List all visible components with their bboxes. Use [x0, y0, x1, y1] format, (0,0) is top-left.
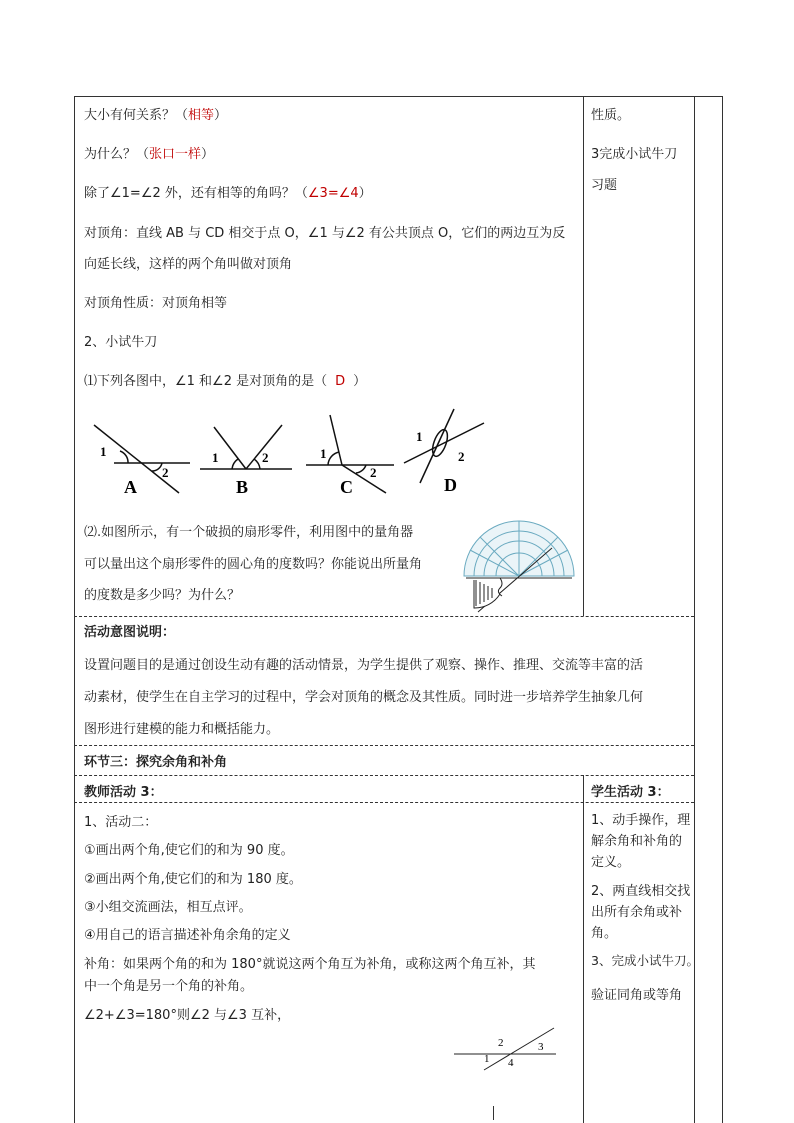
student-line-7: 3、完成小试牛刀。	[591, 953, 699, 968]
question-2-line-2: 可以量出这个扇形零件的圆心角的度数吗？你能说出所量角	[84, 557, 423, 572]
teacher-item-3: ②画出两个角,使它们的和为 180 度。	[84, 872, 302, 887]
question-why	[84, 143, 214, 162]
intent-title: 活动意图说明：	[84, 625, 176, 640]
table-mid-divider-lower	[583, 775, 584, 1123]
question-2-line-3: 的度数是多少吗？为什么？	[84, 588, 241, 603]
teacher-item-2: ①画出两个角,使它们的和为 90 度。	[84, 843, 294, 858]
fig-angle-2: 2	[498, 1037, 504, 1049]
question-size-relation	[84, 104, 227, 123]
table-outer-right	[722, 96, 723, 1123]
figure-d	[404, 409, 484, 483]
paren-close: ）	[353, 374, 367, 389]
supplement-formula: ∠2+∠3=180°则∠2 与∠3 互补，	[84, 1008, 291, 1023]
fig-d-label: D	[444, 475, 457, 495]
paren-close: ）	[214, 108, 228, 123]
figure-a	[94, 425, 190, 493]
answer-text: 相等	[188, 108, 215, 123]
paren-close: ）	[201, 147, 215, 162]
fig-c-angle2: 2	[370, 465, 377, 480]
fig-a-label: A	[124, 477, 137, 497]
fig-d-angle2: 2	[458, 449, 465, 464]
fig-c-label: C	[340, 477, 353, 497]
student-upper-line-3: 习题	[591, 178, 618, 193]
row-divider-intent	[74, 616, 694, 617]
property-line: 对顶角性质：对顶角相等	[84, 296, 228, 311]
fig-b-label: B	[236, 477, 249, 497]
question-text: 为什么？（	[84, 147, 150, 162]
practice-title: 2、小试牛刀	[84, 335, 158, 350]
table-top-border	[74, 96, 722, 97]
question-1	[84, 370, 366, 389]
supplement-def-line-1: 补角：如果两个角的和为 180°就说这两个角互为补角，或称这两个角互补，其	[84, 957, 536, 972]
question-text: 大小有何关系？（	[84, 108, 189, 123]
paren-close: ）	[358, 186, 372, 201]
teacher-activity-title: 教师活动 3：	[84, 785, 163, 800]
fig-b-angle2: 2	[262, 450, 269, 465]
row-divider-teacher-title	[74, 802, 694, 803]
text-cursor-mark	[493, 1106, 494, 1120]
definition-line-1: 对顶角：直线 AB 与 CD 相交于点 O，∠1 与∠2 有公共顶点 O，它们的两边互为反	[84, 226, 566, 241]
fig-a-angle2: 2	[162, 465, 169, 480]
section-title: 环节三：探究余角和补角	[84, 755, 228, 770]
table-mid-divider-upper	[583, 96, 584, 616]
question-2-line-1: ⑵.如图所示，有一个破损的扇形零件，利用图中的量角器	[84, 525, 414, 540]
fig-d-angle1: 1	[416, 429, 423, 444]
fig-a-angle1: 1	[100, 444, 107, 459]
row-divider-section	[74, 745, 694, 746]
answer-text: 张口一样	[149, 147, 202, 162]
answer-text: ∠3=∠4	[307, 186, 359, 201]
answer-text: D	[335, 374, 346, 389]
protractor-figure	[460, 518, 578, 614]
student-line-4: 2、两直线相交找	[591, 884, 691, 899]
student-upper-line-2: 3完成小试牛刀	[591, 147, 678, 162]
teacher-item-5: ④用自己的语言描述补角余角的定义	[84, 928, 291, 943]
student-line-2: 解余角和补角的	[591, 834, 683, 849]
fig-angle-3: 3	[538, 1041, 544, 1053]
student-line-8: 验证同角或等角	[591, 988, 683, 1003]
row-divider-activity	[74, 775, 694, 776]
supplement-def-line-2: 中一个角是另一个角的补角。	[84, 979, 254, 994]
student-line-5: 出所有余角或补	[591, 905, 683, 920]
table-left-border	[74, 96, 75, 1123]
student-line-3: 定义。	[591, 855, 631, 870]
fig-angle-4: 4	[508, 1057, 514, 1069]
supplement-figure	[450, 1024, 560, 1074]
intent-line-1: 设置问题目的是通过创设生动有趣的活动情景，为学生提供了观察、操作、推理、交流等丰富的活	[84, 658, 644, 673]
intent-line-2: 动素材，使学生在自主学习的过程中，学会对顶角的概念及其性质。同时进一步培养学生抽象几何	[84, 690, 644, 705]
definition-line-2: 向延长线，这样的两个角叫做对顶角	[84, 257, 293, 272]
question-text: ⑴下列各图中，∠1 和∠2 是对顶角的是（	[84, 374, 328, 389]
teacher-item-1: 1、活动二：	[84, 815, 158, 830]
question-text: 除了∠1=∠2 外，还有相等的角吗？（	[84, 186, 308, 201]
student-upper-line-1: 性质。	[591, 108, 631, 123]
intent-line-3: 图形进行建模的能力和概括能力。	[84, 722, 280, 737]
fig-angle-1: 1	[484, 1053, 490, 1065]
fig-b-angle1: 1	[212, 450, 219, 465]
student-line-6: 角。	[591, 926, 618, 941]
student-activity-title: 学生活动 3：	[591, 785, 670, 800]
fig-c-angle1: 1	[320, 446, 327, 461]
student-line-1: 1、动手操作，理	[591, 813, 691, 828]
teacher-item-4: ③小组交流画法，相互点评。	[84, 900, 252, 915]
angle-figures	[84, 405, 504, 500]
question-other-equal-angles	[84, 182, 372, 201]
